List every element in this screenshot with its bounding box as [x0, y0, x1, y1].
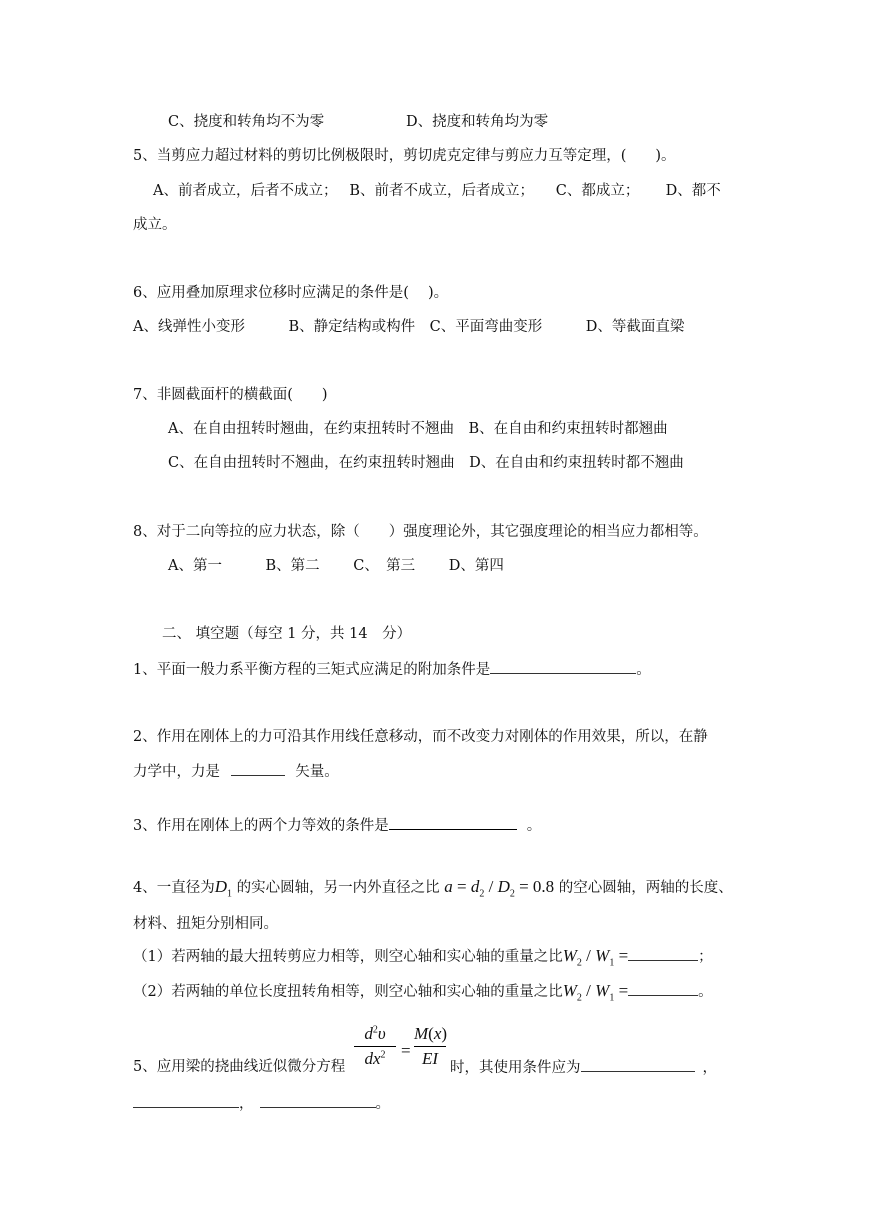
- q8-stem: 8、对于二向等拉的应力状态，除（ ）强度理论外，其它强度理论的相当应力都相等。: [133, 524, 708, 540]
- fill-5-blank-3[interactable]: [260, 1093, 376, 1108]
- fill-4-line2: 材料、扭矩分别相同。: [133, 916, 278, 932]
- fill-3-end: 。: [526, 818, 542, 834]
- q4-option-c: C、挠度和转角均不为零: [168, 114, 325, 130]
- fill-1-end: 。: [636, 662, 651, 678]
- fill-2-line1: 2、作用在刚体上的力可沿其作用线任意移动，而不改变力对刚体的作用效果，所以，在静: [133, 729, 708, 745]
- fill-4-sub2: [133, 979, 713, 1010]
- q7-options-cd: C、在自由扭转时不翘曲，在约束扭转时翘曲 D、在自由和约束扭转时都不翘曲: [168, 455, 684, 471]
- fill-1-text: 1、平面一般力系平衡方程的三矩式应满足的附加条件是: [133, 662, 491, 678]
- fill-4-sub2-blank[interactable]: [628, 981, 698, 996]
- fill-3-blank[interactable]: [389, 815, 517, 830]
- fill-2-line2: [133, 761, 339, 782]
- fill-4-sub1-math: $W_2 / W_1$ =: [562, 946, 629, 969]
- fill-4-sub2-end: 。: [698, 984, 713, 1000]
- q5-options: A、前者成立，后者不成立； B、前者不成立，后者成立； C、都成立； D、都不: [153, 183, 721, 199]
- fill-4-sub1-text: （1）若两轴的最大扭转剪应力相等，则空心轴和实心轴的重量之比: [133, 949, 563, 965]
- fill-1-blank[interactable]: [490, 659, 636, 674]
- fill-4-text-b: 的实心圆轴，另一内外直径之比: [236, 880, 440, 896]
- fill-3: [133, 815, 541, 836]
- q7-stem: 7、非圆截面杆的横截面( ): [133, 387, 328, 403]
- q4-option-d: D、挠度和转角均为零: [406, 114, 549, 130]
- fill-3-text: 3、作用在刚体上的两个力等效的条件是: [133, 818, 389, 834]
- fill-4-sub1: [133, 944, 713, 975]
- q6-options: A、线弹性小变形 B、静定结构或构件 C、平面弯曲变形 D、等截面直梁: [133, 319, 685, 335]
- fill-5-comma: ，: [702, 1060, 717, 1076]
- fill-4-sub1-blank[interactable]: [628, 946, 698, 961]
- fill-5-end: 。: [375, 1096, 390, 1112]
- fill-5-blank-1[interactable]: [581, 1057, 695, 1072]
- fill-4-text-c: 的空心圆轴，两轴的长度、: [558, 880, 733, 896]
- fill-4-sub1-end: ；: [698, 949, 713, 965]
- fill-2-text: 力学中，力是: [133, 764, 220, 780]
- fill-4-math-ratio: $a = d_2 / D_2 = 0.8$: [444, 877, 555, 900]
- fill-5-blank-2[interactable]: [133, 1093, 239, 1108]
- fill-5-line2: [133, 1093, 390, 1114]
- q6-stem: 6、应用叠加原理求位移时应满足的条件是( )。: [133, 285, 449, 301]
- fill-5-equals: =: [401, 1041, 411, 1060]
- fill-5-frac-left: $d^2\upsilon$ $dx^2$: [354, 1024, 396, 1069]
- q5-options-cont: 成立。: [133, 217, 177, 233]
- fill-4-sub2-text: （2）若两轴的单位长度扭转角相等，则空心轴和实心轴的重量之比: [133, 984, 563, 1000]
- q8-options: A、第一 B、第二 C、 第三 D、第四: [168, 558, 504, 574]
- fill-5-line1-rest: [450, 1057, 717, 1078]
- fill-4-math-D1: $D_1$: [214, 877, 233, 900]
- fill-2-end: 矢量。: [295, 764, 339, 780]
- q5-stem: 5、当剪应力超过材料的剪切比例极限时，剪切虎克定律与剪应力互等定理，( )。: [133, 148, 676, 164]
- fill-2-blank[interactable]: [231, 761, 285, 776]
- fill-5-frac-right: M(x) EI: [414, 1024, 448, 1068]
- fill-5-sep: ，: [239, 1096, 254, 1112]
- section2-heading: 二、 填空题（每空 1 分，共 14 分）: [162, 626, 412, 642]
- q7-options-ab: A、在自由扭转时翘曲，在约束扭转时不翘曲 B、在自由和约束扭转时都翘曲: [168, 421, 668, 437]
- fill-4-text-a: 4、一直径为: [133, 880, 215, 896]
- fill-4-line1: [133, 875, 733, 906]
- fill-4-sub2-math: $W_2 / W_1$ =: [562, 981, 629, 1004]
- fill-5-text-b: 时，其使用条件应为: [450, 1060, 581, 1076]
- fill-5-text-a: 5、应用梁的挠曲线近似微分方程: [133, 1059, 346, 1075]
- fill-1: [133, 659, 651, 680]
